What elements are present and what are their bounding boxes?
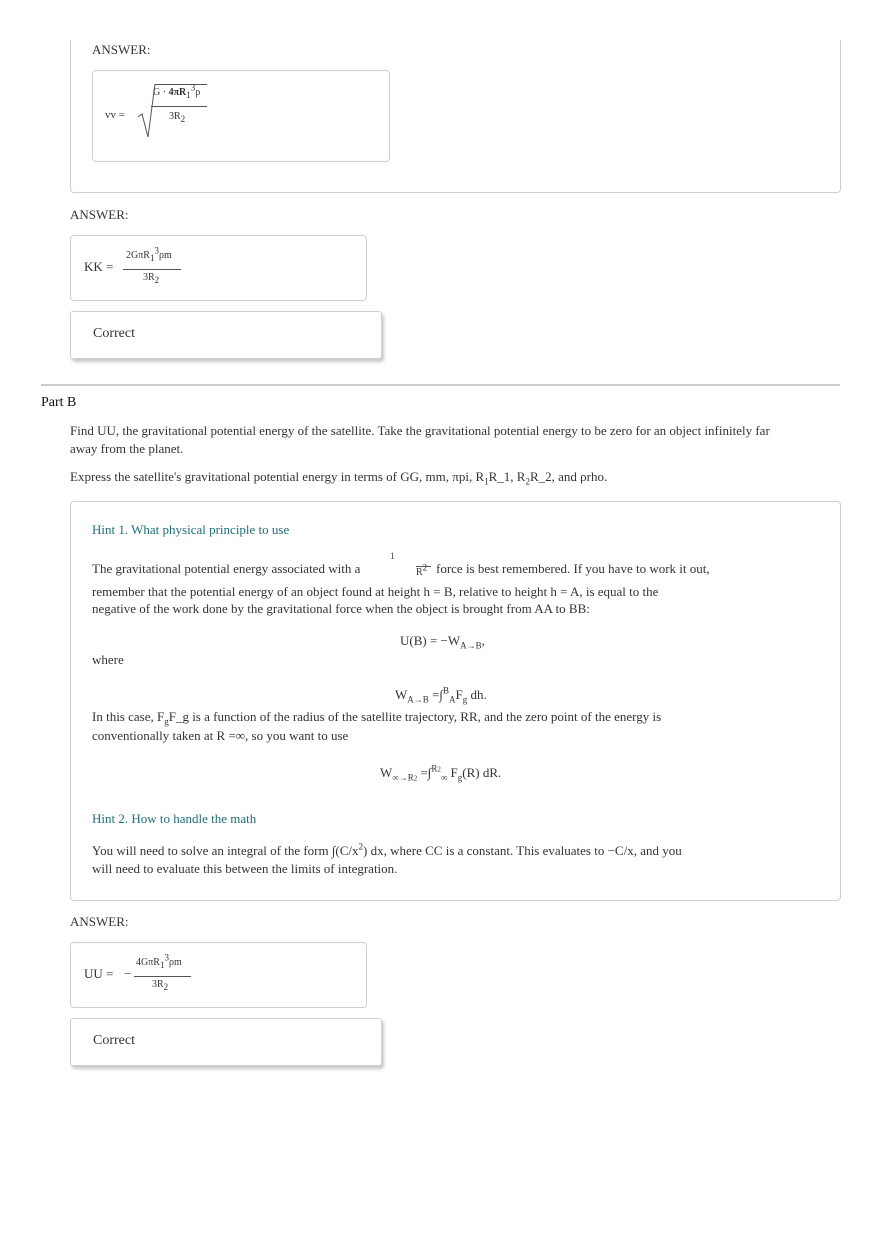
hint1-equation-1: $U(B) = -W_{A\to B}$,: [400, 633, 485, 651]
k-numerator: 2GπR$_1^3$ρm: [126, 245, 172, 263]
k-answer-box: [70, 235, 367, 301]
u-fraction-line: [134, 976, 191, 977]
hint1-line4: In this case, $F_gF\_g$ is a function of the radius of the satellite trajectory, RR, and the zero point of the energy is: [92, 709, 662, 727]
hint1-where: where: [92, 652, 124, 667]
k-fraction-line: [123, 269, 181, 270]
hint1-equation-3: $W_{\infty\to R2} =\int^{R2}_\infty$ $F_g(R)$ dR.: [380, 763, 502, 783]
u-feedback-text: Correct: [93, 1033, 135, 1048]
u-feedback-correct: [70, 1018, 382, 1066]
hint-1-title[interactable]: Hint 1. What physical principle to use: [92, 522, 290, 537]
hint1-frac-denominator: $R^2$: [416, 562, 428, 578]
sqrt-vinculum: [155, 84, 207, 85]
hint2-line1: You will need to solve an integral of the form $\int(C/x^2)$ dx, where CC is a constant. This evaluates to −C/x, and you: [92, 841, 682, 858]
v-numerator: $G \cdot 4\pi R_1^3\rho$: [153, 82, 201, 100]
k-feedback-text: Correct: [93, 326, 135, 341]
u-answer-box: [70, 942, 367, 1008]
hint1-line3: negative of the work done by the gravitational force when the object is brought from AA to BB:: [92, 601, 590, 616]
u-numerator: 4GπR$_1^3$ρm: [136, 952, 182, 970]
k-lhs: KK =: [84, 259, 114, 274]
hint1-line1a: The gravitational potential energy associated with a: [92, 561, 361, 576]
u-lhs: UU =: [84, 966, 114, 981]
k-feedback-correct: [70, 311, 382, 359]
section-divider: [41, 384, 840, 386]
hint1-line1b: force is best remembered. If you have to work it out,: [436, 561, 710, 576]
hint-2-title[interactable]: Hint 2. How to handle the math: [92, 811, 257, 826]
v-lhs: vv =: [105, 109, 125, 121]
k-denominator: $3R_2$: [143, 272, 160, 285]
v-fraction-line: [151, 106, 207, 107]
hint1-frac-numerator: 1: [390, 551, 395, 561]
part-b-title: Part B: [41, 395, 77, 410]
top-answer-label: ANSWER:: [92, 42, 151, 57]
v-denominator: $3R_2$: [169, 111, 186, 124]
hint1-line2: remember that the potential energy of an object found at height h = B, relative to height h = A, is equal to the: [92, 584, 659, 599]
v-answer-box: [92, 70, 390, 162]
part-b-express: Express the satellite's gravitational potential energy in terms of GG, mm, πpi, $R_1R\_1$, $R_2R\_2$, and ρrho.: [70, 469, 608, 487]
u-minus-sign: −: [124, 966, 132, 981]
hint1-equation-2: $W_{A\to B} =\int^B_AF_g$ dh.: [395, 685, 487, 705]
k-answer-label: ANSWER:: [70, 207, 129, 222]
part-b-prompt: Find UU, the gravitational potential energy of the satellite. Take the gravitational potential energy to be zero for an object infinitely far away from the planet.: [70, 423, 770, 456]
u-denominator: $3R_2$: [152, 979, 169, 992]
hint2-line2: will need to evaluate this between the limits of integration.: [92, 861, 398, 876]
hint1-line5: conventionally taken at R =∞, so you want to use: [92, 728, 349, 743]
u-answer-label: ANSWER:: [70, 914, 129, 929]
